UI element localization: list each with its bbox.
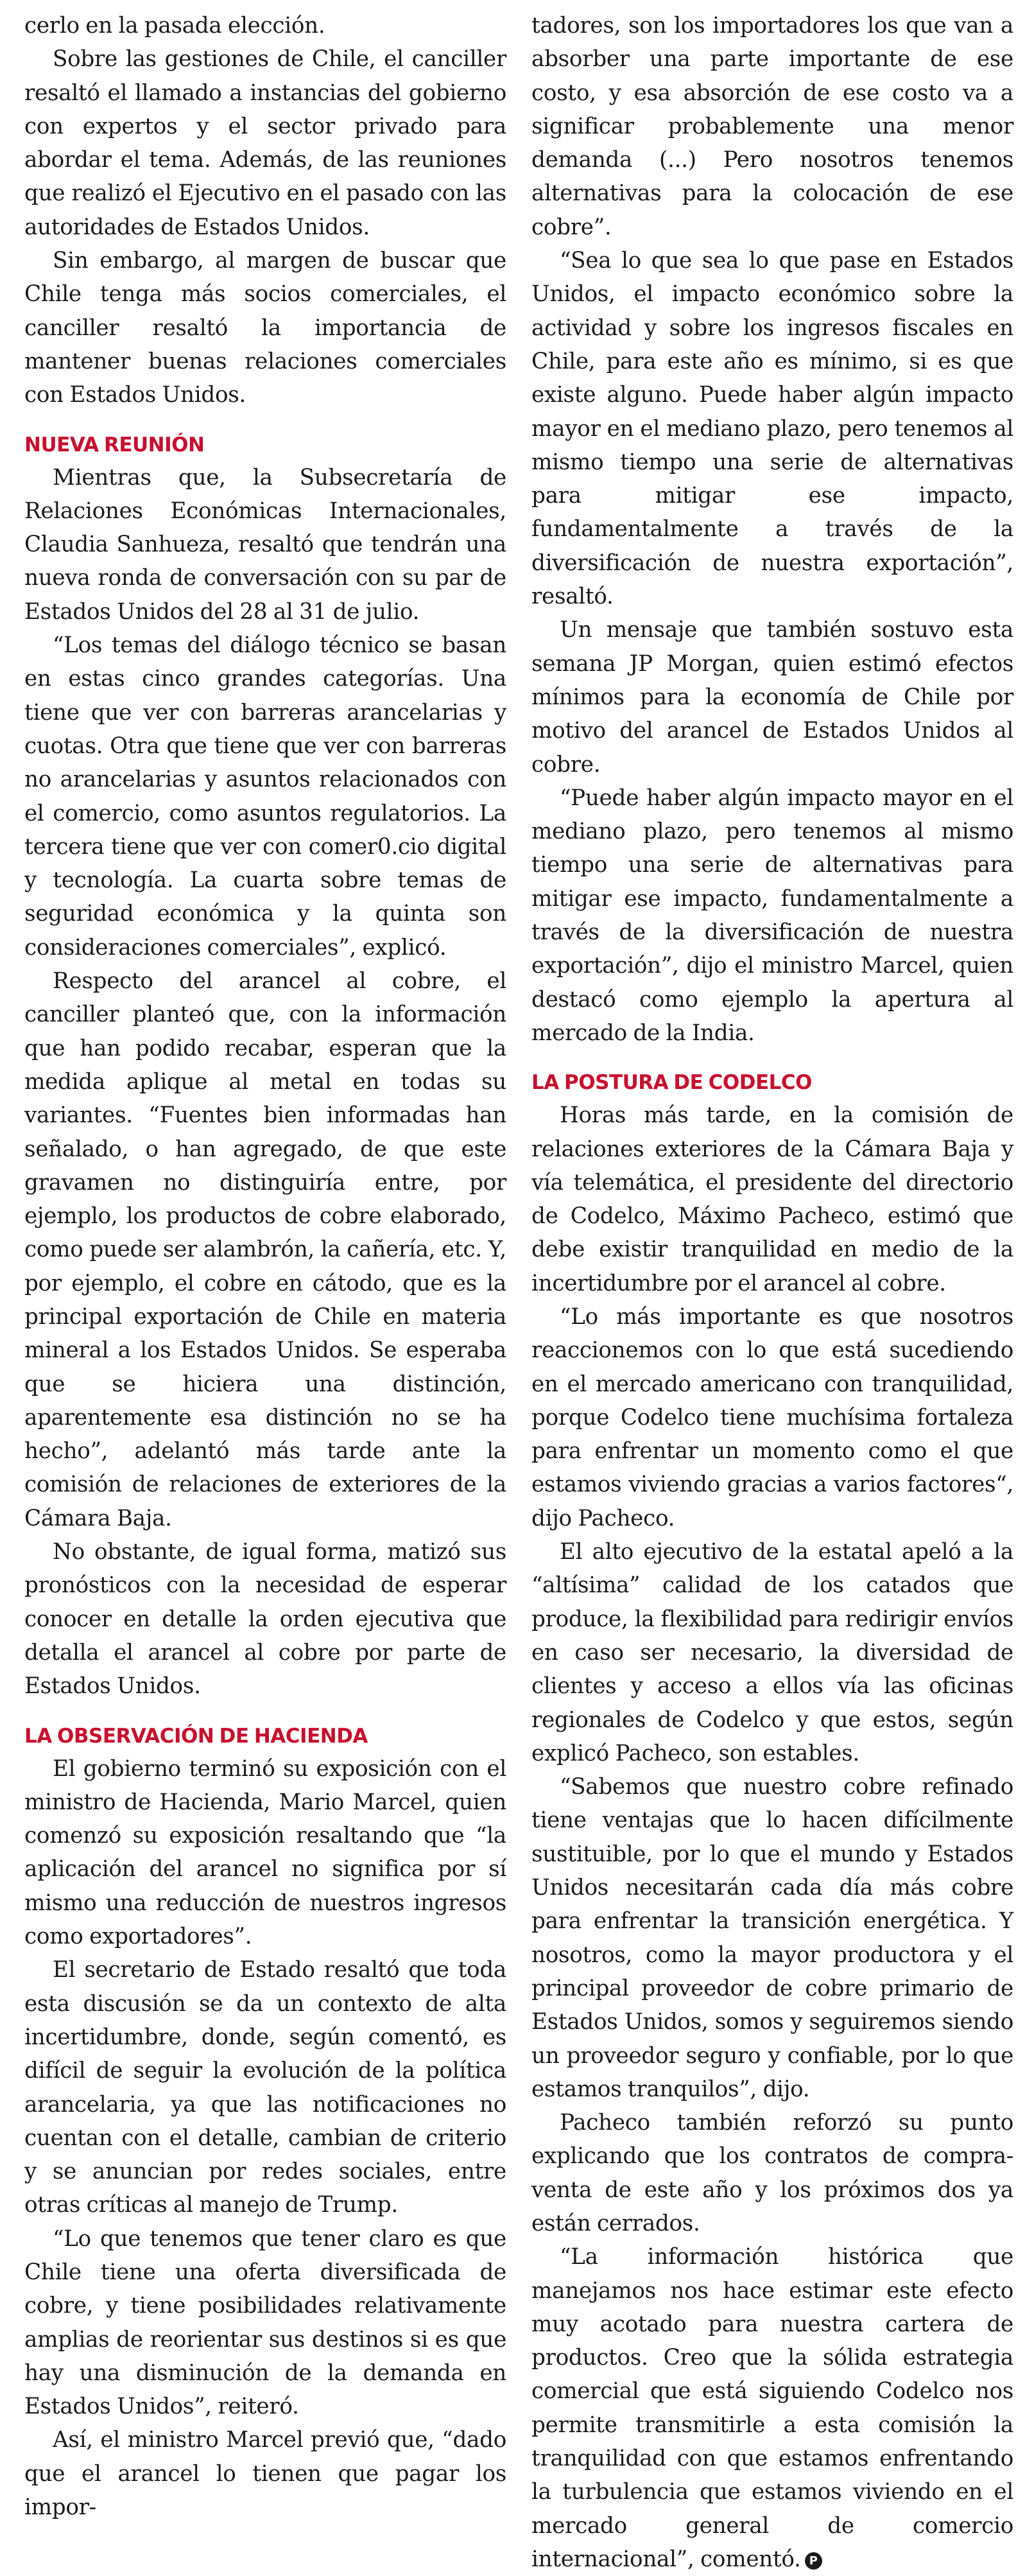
paragraph (24, 244, 506, 412)
paragraph (531, 1770, 1013, 2106)
paragraph (24, 1752, 506, 1954)
paragraph-text: Respecto del arancel al cobre, el canciller planteó que, con la información que han podido recabar, esperan que la medida aplique al metal en todas su variantes. “Fuentes bien informadas han señalado, o han agregado, de que este gravamen no distinguiría entre, por ejemplo, los productos de cobre elaborado, como puede ser alambrón, la cañería, etc. Y, por ejemplo, el cobre en cátodo, que es la principal exportación de Chile en materia mineral a los Estados Unidos. Se esperaba que se hiciera una distinción, aparentemente esa distinción no se ha hecho”, adelantó más tarde ante la comisión de relaciones de exteriores de la Cámara Baja. (24, 968, 506, 1531)
left-column (24, 9, 510, 2521)
paragraph (531, 1300, 1013, 1535)
right-column (528, 9, 1013, 2572)
section-heading: LA OBSERVACIÓN DE HACIENDA (24, 1724, 368, 1748)
paragraph-text: “La información histórica que manejamos nos hace estimar este efecto muy acotado para nuestra cartera de productos. Creo que la sólida estrategia comercial que está siguiendo Codelco nos permite transmitirle a esta comisión la tranquilidad con que estamos enfrentando la turbulencia que estamos viviendo en el mercado general de comercio internacional”, comentó. (531, 2244, 1013, 2572)
paragraph (531, 1535, 1013, 1770)
paragraph-text: “Lo más importante es que nosotros reaccionemos con lo que está sucediendo en el mercado americano con tranquilidad, porque Codelco tiene muchísima fortaleza para enfrentar un momento como el que estamos viviendo gracias a varios factores“, dijo Pacheco. (531, 1303, 1013, 1531)
paragraph-text: Pacheco también reforzó su punto explicando que los contratos de compra-venta de este año y los próximos dos ya están cerrados. (531, 2110, 1013, 2236)
paragraph (24, 964, 506, 1535)
section-heading: LA POSTURA DE CODELCO (531, 1071, 812, 1095)
paragraph-text: Mientras que, la Subsecretaría de Relaciones Económicas Internacionales, Claudia Sanhueza, resaltó que tendrán una nueva ronda de conversación con su par de Estados Unidos del 28 al 31 de julio. (24, 464, 506, 625)
paragraph-text: El alto ejecutivo de la estatal apeló a la “altísima” calidad de los catados que produce, la flexibilidad para redirigir envíos en caso ser necesario, la diversidad de clientes y acceso a ellos vía las oficinas regionales de Codelco y que estos, según explicó Pacheco, son estables. (531, 1539, 1013, 1766)
paragraph (24, 1953, 506, 2222)
paragraph (24, 2222, 506, 2424)
paragraph (24, 1535, 506, 1703)
paragraph (24, 461, 506, 629)
paragraph-text: Horas más tarde, en la comisión de relaciones exteriores de la Cámara Baja y vía telemática, el presidente del directorio de Codelco, Máximo Pacheco, estimó que debe existir tranquilidad en medio de la incertidumbre por el arancel al cobre. (531, 1102, 1013, 1296)
paragraph-text: cerlo en la pasada elección. (24, 13, 325, 39)
paragraph-text: “Sabemos que nuestro cobre refinado tiene ventajas que lo hacen difícilmente sustituible, por lo que el mundo y Estados Unidos necesitarán cada día más cobre para enfrentar la transición energética. Y nosotros, como la mayor productora y el principal proveedor de cobre primario de Estados Unidos, somos y seguiremos siendo un proveedor seguro y confiable, por lo que estamos tranquilos”, dijo. (531, 1774, 1013, 2102)
paragraph (531, 9, 1013, 244)
paragraph (24, 629, 506, 964)
paragraph-text: Sobre las gestiones de Chile, el canciller resaltó el llamado a instancias del gobierno con expertos y el sector privado para abordar el tema. Además, de las reuniones que realizó el Ejecutivo en el pasado con las autoridades de Estados Unidos. (24, 46, 506, 240)
paragraph (531, 244, 1013, 613)
paragraph-text: El gobierno terminó su exposición con el ministro de Hacienda, Mario Marcel, quien comenzó su exposición resaltando que “la aplicación del arancel no significa por sí mismo una reducción de nuestros ingresos como exportadores”. (24, 1755, 506, 1950)
paragraph (24, 2423, 506, 2524)
paragraph (531, 1099, 1013, 1300)
paragraph-text: “Puede haber algún impacto mayor en el mediano plazo, pero tenemos al mismo tiempo una serie de alternativas para mitigar ese impacto, fundamentalmente a través de la diversificación de nuestra exportación”, dijo el ministro Marcel, quien destacó como ejemplo la apertura al mercado de la India. (531, 785, 1013, 1046)
section-heading: NUEVA REUNIÓN (24, 433, 205, 457)
paragraph (531, 781, 1013, 1050)
paragraph-text: “Sea lo que sea lo que pase en Estados Unidos, el impacto económico sobre la actividad y sobre los ingresos fiscales en Chile, para este año es mínimo, si es que existe alguno. Puede haber algún impacto mayor en el mediano plazo, pero tenemos al mismo tiempo una serie de alternativas para mitigar ese impacto, fundamentalmente a través de la diversificación de nuestra exportación”, resaltó. (531, 248, 1013, 610)
paragraph-text: Así, el ministro Marcel previó que, “dado que el arancel lo tienen que pagar los impor- (24, 2427, 506, 2521)
paragraph-text: “Lo que tenemos que tener claro es que Chile tiene una oferta diversificada de cobre, y tiene posibilidades relativamente amplias de reorientar sus destinos si es que hay una disminución de la demanda en Estados Unidos”, reiteró. (24, 2225, 506, 2420)
paragraph (24, 42, 506, 244)
paragraph-text: Sin embargo, al margen de buscar que Chile tenga más socios comerciales, el canciller resaltó la importancia de mantener buenas relaciones comerciales con Estados Unidos. (24, 248, 506, 408)
paragraph (531, 2240, 1013, 2576)
paragraph-text: “Los temas del diálogo técnico se basan en estas cinco grandes categorías. Una tiene que ver con barreras arancelarias y cuotas. Otra que tiene que ver con barreras no arancelarias y asuntos relacionados con el comercio, como asuntos regulatorios. La tercera tiene que ver con comer0.cio digital y tecnología. La cuarta sobre temas de seguridad económica y la quinta son consideraciones comerciales”, explicó. (24, 632, 506, 961)
paragraph (531, 613, 1013, 781)
paragraph-text: Un mensaje que también sostuvo esta semana JP Morgan, quien estimó efectos mínimos para la economía de Chile por motivo del arancel de Estados Unidos al cobre. (531, 617, 1013, 778)
paragraph-text: No obstante, de igual forma, matizó sus pronósticos con la necesidad de esperar conocer en detalle la orden ejecutiva que detalla el arancel al cobre por parte de Estados Unidos. (24, 1539, 506, 1700)
paragraph-text: El secretario de Estado resaltó que toda esta discusión se da un contexto de alta incertidumbre, donde, según comentó, es difícil de seguir la evolución de la política arancelaria, ya que las notificaciones no cuentan con el detalle, cambian de criterio y se anuncian por redes sociales, entre otras críticas al manejo de Trump. (24, 1957, 506, 2218)
paragraph (24, 9, 506, 42)
paragraph (531, 2106, 1013, 2240)
paragraph-text: tadores, son los importadores los que van a absorber una parte importante de ese costo, y esa absorción de ese costo va a significar probablemente una menor demanda (...) Pero nosotros tenemos alternativas para la colocación de ese cobre”. (531, 13, 1013, 240)
end-of-article-icon: P (805, 2552, 822, 2570)
